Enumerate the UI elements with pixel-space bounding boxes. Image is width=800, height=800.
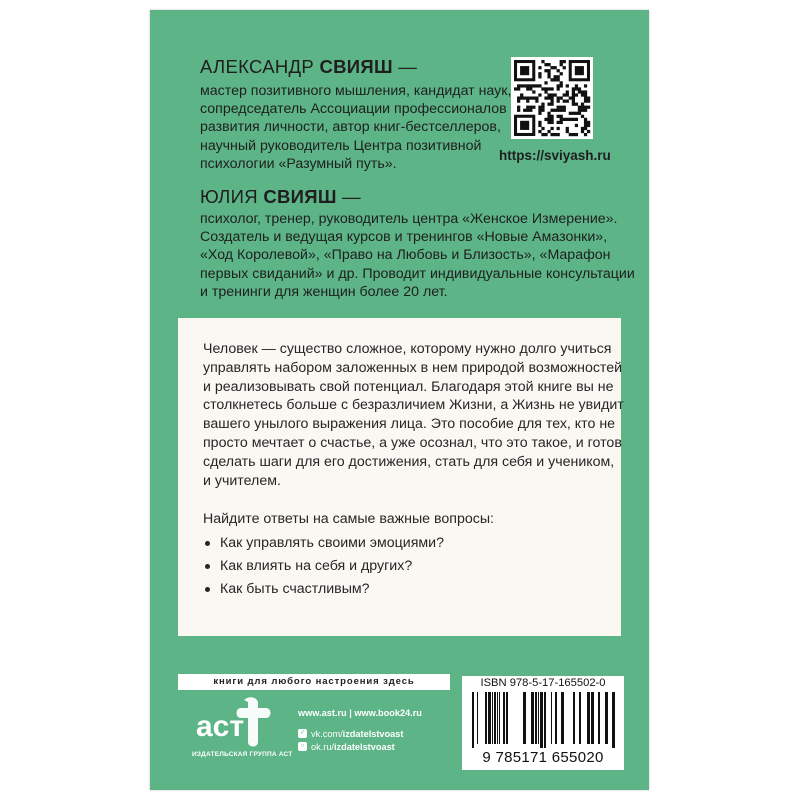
author1-dash: — bbox=[398, 56, 418, 77]
publisher-caption: ИЗДАТЕЛЬСКАЯ ГРУППА АСТ bbox=[192, 751, 293, 758]
author1-bio-line: научный руководитель Центра позитивной bbox=[200, 137, 482, 154]
author2-last-name: СВИЯШ bbox=[263, 186, 337, 207]
author2-bio-line: первых свиданий» и др. Проводит индивидуальные консультации bbox=[200, 265, 635, 282]
author1-bio-line: психологии «Разумный путь». bbox=[200, 155, 397, 172]
question-text: Как быть счастливым? bbox=[220, 581, 370, 597]
author1-heading bbox=[200, 56, 417, 78]
publisher-logo bbox=[194, 694, 284, 755]
ok-handle: izdatelstvoast bbox=[333, 741, 395, 752]
author2-bio bbox=[200, 210, 635, 301]
annotation-line: сделать шаги для его достижения, стать для себя и учеником, bbox=[203, 453, 615, 470]
website-url[interactable]: https://sviyash.ru bbox=[499, 148, 611, 163]
logo-lettering: аст bbox=[196, 710, 245, 743]
author1-bio-line: мастер позитивного мышления, кандидат наук, bbox=[200, 83, 512, 99]
author1-first-name: АЛЕКСАНДР bbox=[200, 56, 315, 77]
list-item bbox=[203, 532, 444, 555]
question-text: Как управлять своими эмоциями? bbox=[220, 535, 444, 551]
questions-list bbox=[203, 532, 444, 601]
barcode-number: 9 785171 655020 bbox=[482, 749, 604, 766]
author1-bio bbox=[200, 82, 511, 173]
author2-dash: — bbox=[342, 186, 361, 207]
author2-bio-line: «Ход Королевой», «Право на Любовь и Близость», «Марафон bbox=[200, 247, 611, 264]
annotation-text bbox=[203, 340, 624, 490]
annotation-line: и учителем. bbox=[203, 472, 281, 489]
bullet-icon bbox=[205, 564, 210, 569]
author2-first-name: ЮЛИЯ bbox=[200, 186, 258, 207]
bullet-icon bbox=[205, 541, 210, 546]
vk-handle: izdatelstvoast bbox=[342, 728, 404, 739]
annotation-panel bbox=[178, 318, 624, 636]
social-links bbox=[298, 727, 403, 753]
vk-icon: ✓ bbox=[299, 730, 306, 736]
ok-link[interactable] bbox=[298, 740, 403, 753]
author1-last-name: СВИЯШ bbox=[319, 56, 393, 77]
questions-heading: Найдите ответы на самые важные вопросы: bbox=[203, 511, 494, 527]
ok-prefix: ok.ru/ bbox=[311, 741, 334, 752]
annotation-line: вашего унылого выражения лица. Это пособие для тех, кто не bbox=[203, 416, 616, 433]
isbn-number: ISBN 978-5-17-165502-0 bbox=[480, 677, 606, 689]
question-text: Как влиять на себя и других? bbox=[220, 558, 413, 574]
qr-code-icon[interactable] bbox=[511, 57, 593, 139]
author1-bio-line: сопредседатель Ассоциации профессионалов bbox=[200, 101, 507, 118]
annotation-line: столкнетесь больше с безразличием Жизни, а Жизнь не увидит bbox=[203, 397, 624, 414]
annotation-line: Человек — существо сложное, которому нужно долго учиться bbox=[203, 341, 612, 357]
annotation-line: управлять набором заложенных в нем природой возможностей bbox=[203, 359, 623, 376]
ok-icon: ○ bbox=[298, 742, 307, 751]
author2-bio-line: психолог, тренер, руководитель центра «Женское Измерение». bbox=[200, 211, 618, 227]
list-item bbox=[203, 555, 444, 578]
annotation-line: просто мечтает о счастье, а уже осознал, что это такое, и готов bbox=[203, 434, 622, 451]
barcode-icon bbox=[470, 692, 616, 748]
annotation-line: и реализовывать свой потенциал. Благодаря этой книге вы не bbox=[203, 378, 614, 395]
author2-bio-line: и тренинги для женщин более 20 лет. bbox=[200, 283, 448, 300]
bullet-icon bbox=[205, 587, 210, 592]
vk-prefix: vk.com/ bbox=[311, 728, 343, 739]
list-item bbox=[203, 578, 444, 601]
author1-bio-line: развития личности, автор книг-бестселлеров, bbox=[200, 119, 501, 136]
barcode-box bbox=[462, 676, 624, 770]
slogan-banner: книги для любого настроения здесь bbox=[178, 674, 450, 690]
author2-heading bbox=[200, 186, 361, 208]
web-links[interactable]: www.ast.ru | www.book24.ru bbox=[298, 708, 422, 718]
vk-link[interactable] bbox=[298, 727, 403, 740]
author2-bio-line: Создатель и ведущая курсов и тренингов «Новые Амазонки», bbox=[200, 229, 608, 246]
